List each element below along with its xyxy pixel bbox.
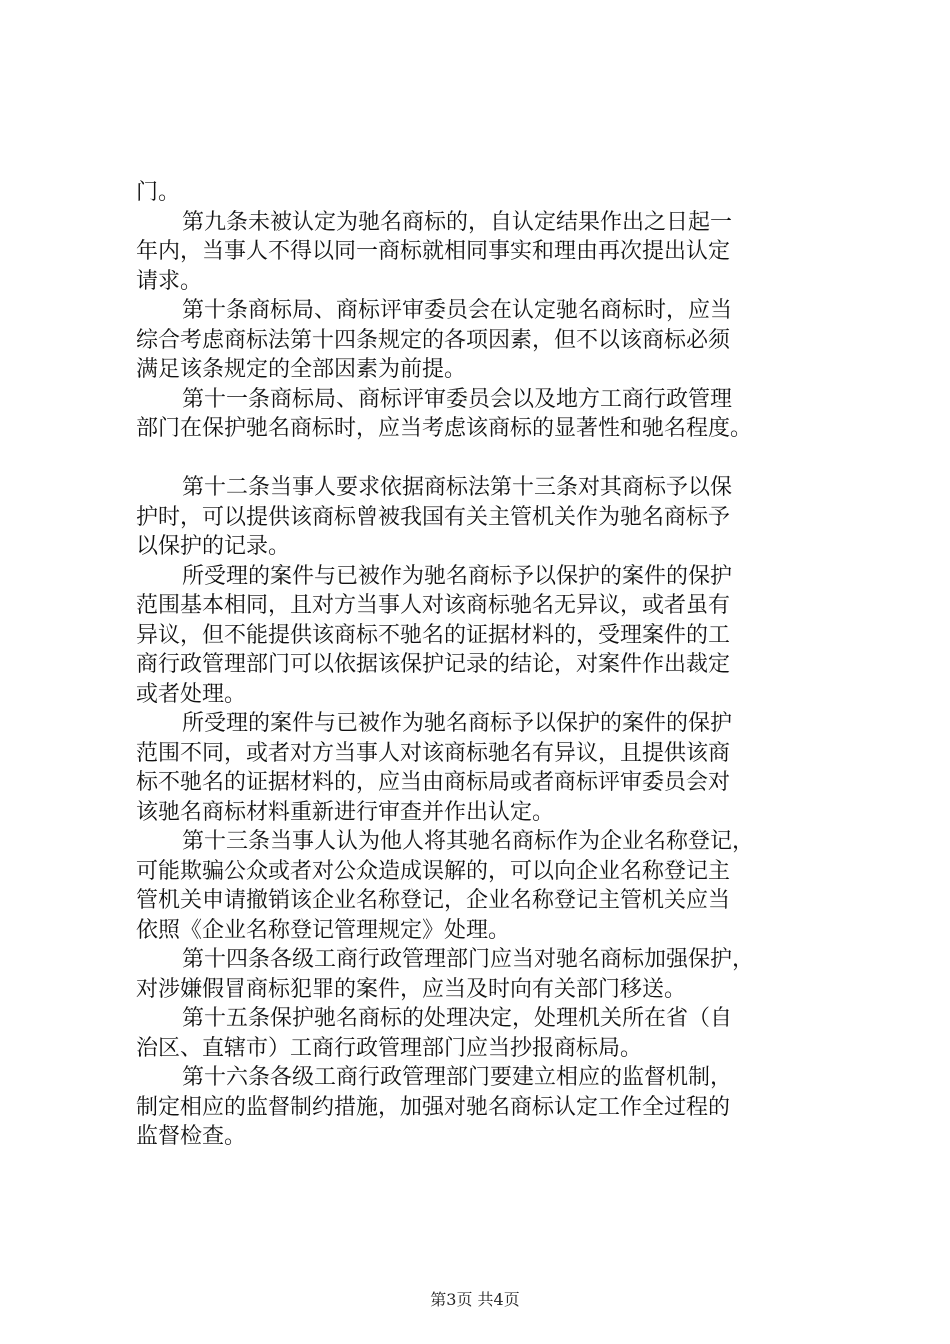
text-line: 监督检查。 bbox=[136, 1124, 247, 1149]
text-line: 以保护的记录。 bbox=[136, 534, 291, 559]
text-line: 可能欺骗公众或者对公众造成误解的，可以向企业名称登记主 bbox=[136, 858, 731, 884]
text-line: 或者处理。 bbox=[136, 681, 247, 707]
text-line: 第十三条当事人认为他人将其驰名商标作为企业名称登记， bbox=[182, 829, 755, 854]
text-line: 第十六条各级工商行政管理部门要建立相应的监督机制， bbox=[182, 1065, 733, 1090]
text-line: 综合考虑商标法第十四条规定的各项因素，但不以该商标必须 bbox=[136, 327, 731, 353]
text-line: 所受理的案件与已被作为驰名商标予以保护的案件的保护 bbox=[182, 711, 733, 736]
page-number-footer: 第3页 共4页 bbox=[430, 1290, 520, 1309]
text-line: 第十二条当事人要求依据商标法第十三条对其商标予以保 bbox=[182, 475, 733, 500]
text-line: 依照《企业名称登记管理规定》处理。 bbox=[136, 917, 511, 943]
text-line: 标不驰名的证据材料的，应当由商标局或者商标评审委员会对 bbox=[136, 770, 731, 795]
text-line: 范围基本相同，且对方当事人对该商标驰名无异议，或者虽有 bbox=[136, 593, 731, 618]
text-line: 管机关申请撤销该企业名称登记，企业名称登记主管机关应当 bbox=[136, 888, 731, 913]
text-line: 第十一条商标局、商标评审委员会以及地方工商行政管理 bbox=[182, 386, 733, 412]
blank-line bbox=[136, 444, 836, 474]
text-line: 第十五条保护驰名商标的处理决定，处理机关所在省（自 bbox=[182, 1006, 733, 1031]
text-line: 所受理的案件与已被作为驰名商标予以保护的案件的保护 bbox=[182, 563, 733, 589]
text-line: 范围不同，或者对方当事人对该商标驰名有异议，且提供该商 bbox=[136, 740, 731, 766]
text-line: 第十四条各级工商行政管理部门应当对驰名商标加强保护， bbox=[182, 947, 755, 972]
text-line: 第九条未被认定为驰名商标的，自认定结果作出之日起一 bbox=[182, 209, 733, 235]
text-line: 年内，当事人不得以同一商标就相同事实和理由再次提出认定 bbox=[136, 239, 731, 264]
text-line: 满足该条规定的全部因素为前提。 bbox=[136, 357, 467, 382]
text-line: 请求。 bbox=[136, 268, 203, 294]
text-line: 该驰名商标材料重新进行审查并作出认定。 bbox=[136, 799, 555, 825]
text-line: 商行政管理部门可以依据该保护记录的结论，对案件作出裁定 bbox=[136, 652, 731, 677]
text-line: 治区、直辖市）工商行政管理部门应当抄报商标局。 bbox=[136, 1035, 643, 1061]
body-text bbox=[136, 178, 836, 1152]
text-line: 门。 bbox=[136, 180, 181, 205]
text-line: 对涉嫌假冒商标犯罪的案件，应当及时向有关部门移送。 bbox=[136, 976, 687, 1002]
text-line: 第十条商标局、商标评审委员会在认定驰名商标时，应当 bbox=[182, 298, 733, 323]
text-line: 部门在保护驰名商标时，应当考虑该商标的显著性和驰名程度。 bbox=[136, 416, 753, 441]
text-line: 护时，可以提供该商标曾被我国有关主管机关作为驰名商标予 bbox=[136, 504, 731, 530]
text-line: 制定相应的监督制约措施，加强对驰名商标认定工作全过程的 bbox=[136, 1094, 731, 1120]
text-line: 异议，但不能提供该商标不驰名的证据材料的，受理案件的工 bbox=[136, 622, 731, 648]
